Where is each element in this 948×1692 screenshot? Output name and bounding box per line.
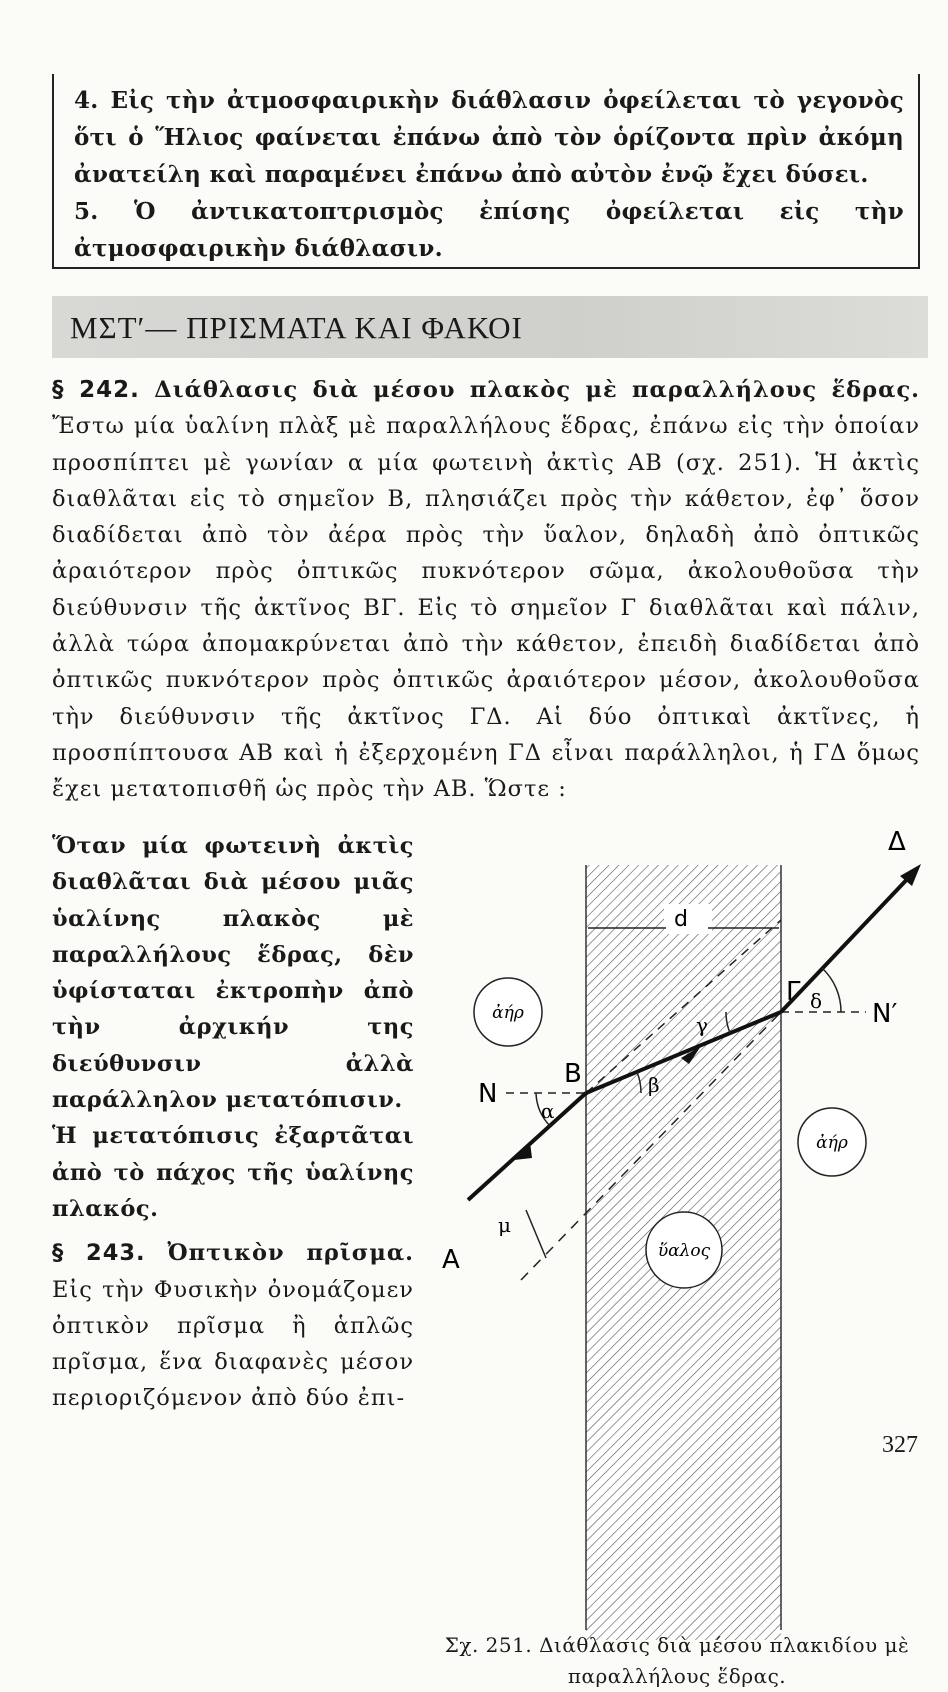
left-column bbox=[52, 828, 414, 1417]
label-A: A bbox=[442, 1245, 460, 1275]
section-242-body: Ἔστω μία ὑαλίνη πλὰξ μὲ παραλλήλους ἕδρας, ἐπάνω εἰς τὴν ὁποίαν προσπίπτει μὲ γωνίαν α μία φωτεινὴ ἀκτὶς ΑΒ (σχ. 251). Ἡ ἀκτὶς διαθλᾶται εἰς τὸ σημεῖον Β, πλησιάζει πρὸς τὴν κάθετον, ἐφ᾽ ὅσον διαδίδεται ἀπὸ τὸν ἀέρα πρὸς τὴν ὕαλον, δηλαδὴ ἀπὸ ὀπτικῶς ἀραιότερον πρὸς ὀπτικῶς πυκνότερον σῶμα, ἀκολουθοῦσα τὴν διεύθυνσιν τῆς ἀκτῖνος ΒΓ. Εἰς τὸ σημεῖον Γ διαθλᾶται καὶ πάλιν, ἀλλὰ τώρα ἀπομακρύνεται ἀπὸ τὴν κάθετον, ἐπειδὴ διαδίδεται ἀπὸ ὀπτικῶς πυκνότερον πρὸς ὀπτικῶς ἀραιότερον μέσον, ἀκολουθοῦσα τὴν διεύθυνσιν τῆς ἀκτῖνος ΓΔ. Αἱ δύο ὀπτικαὶ ἀκτῖνες, ἡ προσπίπτουσα ΑΒ καὶ ἡ ἐξερχομένη ΓΔ εἶναι παράλληλοι, ἡ ΓΔ ὅμως ἔχει μετατοπισθῆ ὡς πρὸς τὴν ΑΒ. Ὥστε : bbox=[52, 413, 920, 803]
section-243-number: § 243. bbox=[52, 1240, 146, 1267]
arrow-AB bbox=[514, 1142, 532, 1160]
rule-part-1: Ὅταν μία φωτεινὴ ἀκτὶς διαθλᾶται διὰ μέσου μιᾶς ὑαλίνης πλακὸς μὲ παραλλήλους ἕδρας, δὲν ὑφίσταται ἐκτροπὴν ἀπὸ τὴν ἀρχικήν της διεύθυνσιν ἀλλὰ παράλληλον μετατόπισιν. bbox=[52, 833, 414, 1114]
section-243-body: Εἰς τὴν Φυσικὴν ὀνομάζομεν ὀπτικὸν πρῖσμα ἢ ἁπλῶς πρῖσμα, ἕνα διαφανὲς μέσον περιοριζόμενον ἀπὸ δύο ἐπι- bbox=[52, 1276, 414, 1412]
label-mu: μ bbox=[498, 1213, 511, 1237]
refraction-diagram bbox=[426, 820, 926, 1640]
label-N-prime: N′ bbox=[872, 999, 898, 1029]
label-beta: β bbox=[648, 1073, 660, 1097]
label-alpha: α bbox=[541, 1099, 555, 1123]
rule-part-2: Ἡ μετατόπισις ἐξαρτᾶται ἀπὸ τὸ πάχος τῆς ὑαλίνης πλακός. bbox=[52, 1123, 414, 1222]
chapter-title: ΜΣΤ′— ΠΡΙΣΜΑΤΑ ΚΑΙ ΦΑΚΟΙ bbox=[70, 310, 523, 345]
chapter-banner bbox=[52, 296, 928, 358]
label-Gamma: Γ bbox=[786, 977, 801, 1007]
label-delta: δ bbox=[810, 989, 823, 1013]
figure-caption: Σχ. 251. Διάθλασις διὰ μέσου πλακιδίου μὲ παραλλήλους ἕδρας. bbox=[444, 1633, 910, 1688]
d-label-bg bbox=[664, 904, 712, 934]
label-Delta: Δ bbox=[888, 827, 906, 857]
section-242-heading bbox=[52, 377, 920, 403]
angle-delta-arc bbox=[822, 968, 841, 1012]
page-number: 327 bbox=[882, 1432, 918, 1458]
label-air-left: ἀήρ bbox=[492, 1003, 524, 1023]
section-242-title: Διάθλασις διὰ μέσου πλακὸς μὲ παραλλήλους ἕδρας. bbox=[154, 377, 920, 403]
ray-GammaDelta bbox=[781, 872, 914, 1012]
shift-mu-line bbox=[526, 1210, 546, 1258]
summary-item-4: 4. Εἰς τὴν ἀτμοσφαιρικὴν διάθλασιν ὀφείλεται τὸ γεγονὸς ὅτι ὁ Ἥλιος φαίνεται ἐπάνω ἀπὸ τὸν ὁρίζοντα πρὶν ἀκόμη ἀνατείλη καὶ παραμένει ἐπάνω ἀπὸ αὐτὸν ἐνῷ ἔχει δύσει. bbox=[74, 87, 904, 188]
summary-box bbox=[52, 74, 920, 269]
label-glass: ὕαλος bbox=[657, 1241, 711, 1261]
label-gamma: γ bbox=[696, 1013, 708, 1037]
label-B: B bbox=[564, 1059, 582, 1089]
label-air-right: ἀήρ bbox=[816, 1133, 848, 1153]
section-242 bbox=[52, 372, 920, 808]
section-243 bbox=[52, 1235, 414, 1416]
section-243-title: Ὀπτικὸν πρῖσμα. bbox=[167, 1240, 414, 1267]
summary-item-5: 5. Ὁ ἀντικατοπτρισμὸς ἐπίσης ὀφείλεται εἰς τὴν ἀτμοσφαιρικὴν διάθλασιν. bbox=[74, 198, 904, 262]
section-242-number: § 242. bbox=[52, 377, 140, 403]
label-d: d bbox=[674, 907, 688, 932]
figure-251 bbox=[426, 820, 926, 1640]
label-N: N bbox=[478, 1079, 498, 1109]
